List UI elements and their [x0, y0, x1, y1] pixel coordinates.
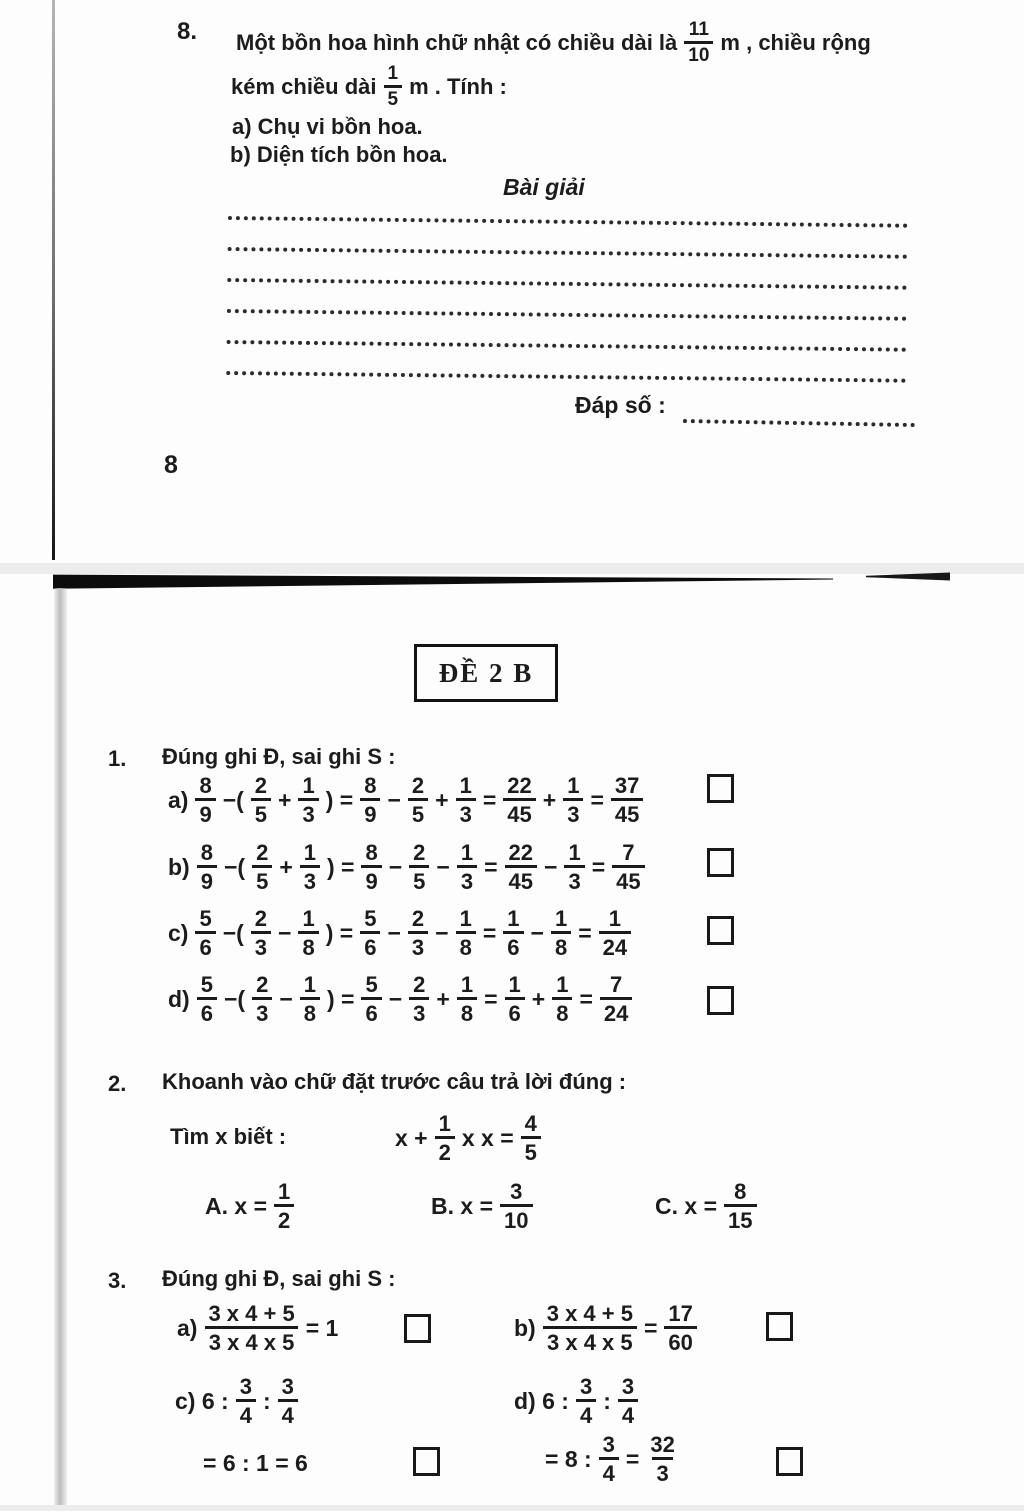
solution-blank-line[interactable]	[227, 309, 907, 321]
math-text: ) =	[325, 786, 354, 813]
math-text: = 8 :	[545, 1445, 592, 1472]
fraction: $\frac{37}{45}$	[611, 774, 643, 826]
checkbox-q1-a[interactable]	[707, 774, 734, 803]
math-text: −	[278, 919, 292, 946]
answer-blank-line[interactable]	[683, 419, 915, 427]
fraction: $\frac{3}{4}$	[576, 1375, 596, 1427]
math-text: B. x =	[431, 1192, 494, 1219]
q3-equation-d-line1	[511, 1372, 642, 1430]
problem-8-text-line2	[228, 58, 510, 116]
math-text: −	[387, 919, 401, 946]
fraction: $\frac{1}{8}$	[456, 907, 476, 959]
math-text: c)	[168, 919, 189, 946]
math-text: d) 6 :	[514, 1387, 569, 1414]
math-text: =	[482, 919, 497, 946]
fraction: $\frac{32}{3}$	[650, 1431, 675, 1486]
math-text: −(	[222, 786, 244, 813]
fraction: $\frac{3 x 4 + 5}{3 x 4 x 5}$	[543, 1302, 637, 1354]
fraction: $\frac{4}{5}$	[521, 1112, 541, 1164]
math-text: =	[484, 985, 498, 1012]
q2-option-c[interactable]	[652, 1176, 761, 1236]
math-text: C. x =	[655, 1192, 718, 1219]
fraction: $\frac{1}{8}$	[300, 973, 320, 1025]
fraction: $\frac{2}{3}$	[409, 973, 429, 1025]
sub-question-b: b) Diện tích bồn hoa.	[230, 142, 448, 167]
math-text: =	[482, 786, 497, 813]
fraction: $\frac{2}{5}$	[408, 774, 428, 826]
q1-equation-a	[165, 772, 647, 828]
checkbox-q3-c[interactable]	[413, 1447, 440, 1476]
solution-heading: Bài giải	[503, 174, 585, 200]
fraction: $\frac{8}{9}$	[195, 774, 215, 826]
fraction: $\frac{1}{24}$	[599, 907, 631, 959]
fraction: $\frac{22}{45}$	[503, 774, 535, 826]
math-text: −(	[223, 985, 246, 1012]
math-text: =	[591, 853, 606, 880]
fraction: $\frac{3}{4}$	[599, 1433, 619, 1485]
q3-number: 3.	[108, 1268, 127, 1293]
math-text: b)	[514, 1314, 536, 1341]
q1-label: Đúng ghi Đ, sai ghi S :	[162, 744, 396, 769]
q1-equation-d	[165, 971, 636, 1027]
math-text: A. x =	[205, 1192, 268, 1219]
fraction: $\frac{11}{10}$	[684, 20, 713, 66]
q2-number: 2.	[108, 1071, 127, 1096]
math-text: :	[262, 1387, 271, 1414]
fraction: $\frac{8}{9}$	[197, 841, 217, 893]
fraction: $\frac{2}{3}$	[408, 907, 428, 959]
math-text: +	[435, 786, 449, 813]
math-text: −	[387, 786, 401, 813]
fraction: $\frac{7}{24}$	[600, 973, 632, 1025]
math-text: +	[542, 786, 557, 813]
math-text: ) =	[327, 985, 355, 1012]
math-text: x x =	[461, 1124, 514, 1151]
bottom-page-spine-shadow	[54, 588, 67, 1511]
math-text: −	[388, 985, 403, 1012]
page-number: 8	[164, 451, 178, 479]
fraction: $\frac{2}{3}$	[251, 907, 271, 959]
checkbox-q3-a[interactable]	[404, 1314, 431, 1343]
checkbox-q1-b[interactable]	[707, 848, 734, 877]
checkbox-q3-d[interactable]	[776, 1447, 803, 1476]
q2-label: Khoanh vào chữ đặt trước câu trả lời đúng :	[162, 1069, 627, 1094]
bottom-scan-edge	[0, 1505, 1024, 1511]
fraction: $\frac{1}{3}$	[564, 841, 584, 893]
fraction: $\frac{1}{2}$	[435, 1112, 455, 1164]
math-text: +	[531, 985, 546, 1012]
math-text: = 6 : 1 = 6	[203, 1449, 308, 1476]
math-text: Một bồn hoa hình chữ nhật có chiều dài là	[236, 30, 678, 55]
math-text: :	[603, 1387, 611, 1414]
q3-label: Đúng ghi Đ, sai ghi S :	[162, 1266, 396, 1291]
math-text: −	[530, 919, 544, 946]
math-text: −	[544, 853, 558, 880]
fraction: $\frac{17}{60}$	[664, 1302, 696, 1354]
q3-equation-a	[174, 1299, 341, 1357]
solution-blank-line[interactable]	[226, 371, 906, 383]
fraction: $\frac{1}{3}$	[456, 774, 476, 826]
q1-equation-c	[165, 905, 635, 961]
fraction: $\frac{1}{3}$	[457, 841, 477, 893]
math-text: =	[590, 786, 604, 813]
q3-equation-d-line2	[542, 1428, 683, 1490]
q2-option-a[interactable]	[202, 1176, 298, 1236]
math-text: d)	[168, 985, 190, 1012]
q1-number: 1.	[108, 746, 127, 771]
math-text: =	[643, 1314, 658, 1341]
fraction: $\frac{1}{5}$	[384, 64, 403, 110]
fraction: $\frac{1}{8}$	[551, 907, 571, 959]
test-title-box	[414, 644, 558, 702]
math-text: =	[578, 919, 592, 946]
page-gap	[0, 563, 1024, 574]
fraction: $\frac{8}{9}$	[360, 774, 380, 826]
fraction: $\frac{8}{9}$	[361, 841, 381, 893]
q3-equation-b	[511, 1299, 701, 1357]
answer-label: Đáp số :	[575, 392, 666, 418]
math-text: +	[279, 853, 293, 880]
fraction: $\frac{5}{6}$	[360, 907, 380, 959]
fraction: $\frac{3}{4}$	[618, 1375, 638, 1427]
problem-8-number: 8.	[177, 18, 198, 45]
math-text: −	[436, 853, 450, 880]
q3-equation-c-line1	[172, 1372, 302, 1430]
fraction: $\frac{3}{10}$	[500, 1180, 532, 1232]
fraction: $\frac{1}{6}$	[503, 907, 523, 959]
fraction: $\frac{5}{6}$	[361, 973, 381, 1025]
math-text: −	[388, 853, 403, 880]
q3-equation-c-line2	[200, 1446, 311, 1480]
q2-find-x-label: Tìm x biết :	[170, 1124, 287, 1149]
math-text: b)	[168, 853, 190, 880]
checkbox-q1-d[interactable]	[707, 986, 734, 1015]
fraction: $\frac{3 x 4 + 5}{3 x 4 x 5}$	[204, 1302, 298, 1354]
math-text: =	[484, 853, 498, 880]
fraction: $\frac{3}{4}$	[236, 1375, 256, 1427]
solution-blank-lines[interactable]	[226, 216, 908, 383]
fraction: $\frac{2}{3}$	[252, 973, 272, 1025]
solution-blank-line[interactable]	[228, 247, 908, 259]
math-text: =	[579, 985, 593, 1012]
q2-equation	[392, 1106, 545, 1170]
math-text: ) =	[325, 919, 354, 946]
math-text: a)	[177, 1314, 198, 1341]
solution-blank-line[interactable]	[227, 278, 907, 290]
solution-blank-line[interactable]	[227, 340, 907, 352]
checkbox-q1-c[interactable]	[707, 916, 734, 945]
math-text: =	[625, 1445, 640, 1472]
fraction: $\frac{1}{6}$	[505, 973, 525, 1025]
math-text: kém chiều dài	[231, 74, 377, 99]
fraction: $\frac{3}{4}$	[278, 1375, 298, 1427]
q2-option-b[interactable]	[428, 1176, 537, 1236]
math-text: c) 6 :	[175, 1387, 229, 1414]
fraction: $\frac{1}{8}$	[457, 973, 477, 1025]
fraction: $\frac{1}{3}$	[300, 841, 320, 893]
fraction: $\frac{5}{6}$	[197, 973, 217, 1025]
fraction: $\frac{2}{5}$	[252, 841, 272, 893]
fraction: $\frac{2}{5}$	[409, 841, 429, 893]
math-text: −	[279, 985, 293, 1012]
fraction: $\frac{5}{6}$	[195, 907, 215, 959]
math-text: ) =	[327, 853, 355, 880]
solution-blank-line[interactable]	[228, 216, 908, 228]
test-title: ĐỀ 2 B	[438, 657, 534, 688]
page-edge-shadow-left	[53, 574, 833, 589]
fraction: $\frac{1}{3}$	[298, 774, 318, 826]
fraction: $\frac{22}{45}$	[505, 841, 537, 893]
fraction: $\frac{1}{2}$	[274, 1180, 294, 1232]
math-text: m , chiều rộng	[720, 30, 871, 55]
math-text: = 1	[305, 1314, 339, 1341]
math-text: +	[436, 985, 450, 1012]
checkbox-q3-b[interactable]	[766, 1312, 793, 1341]
fraction: $\frac{2}{5}$	[251, 774, 271, 826]
math-text: +	[278, 786, 292, 813]
fraction: $\frac{7}{45}$	[612, 841, 644, 893]
math-text: −(	[222, 919, 244, 946]
math-text: x +	[395, 1124, 428, 1151]
top-page-spine-line	[52, 0, 55, 560]
math-text: −(	[223, 853, 246, 880]
math-text: −	[435, 919, 449, 946]
fraction: $\frac{1}{8}$	[298, 907, 318, 959]
fraction: $\frac{1}{8}$	[552, 973, 572, 1025]
math-text: m . Tính :	[409, 74, 507, 99]
q1-equation-b	[165, 839, 649, 895]
sub-question-a: a) Chụ vi bồn hoa.	[232, 114, 423, 139]
fraction: $\frac{8}{15}$	[724, 1180, 756, 1232]
fraction: $\frac{1}{3}$	[563, 774, 583, 826]
math-text: a)	[168, 786, 189, 813]
